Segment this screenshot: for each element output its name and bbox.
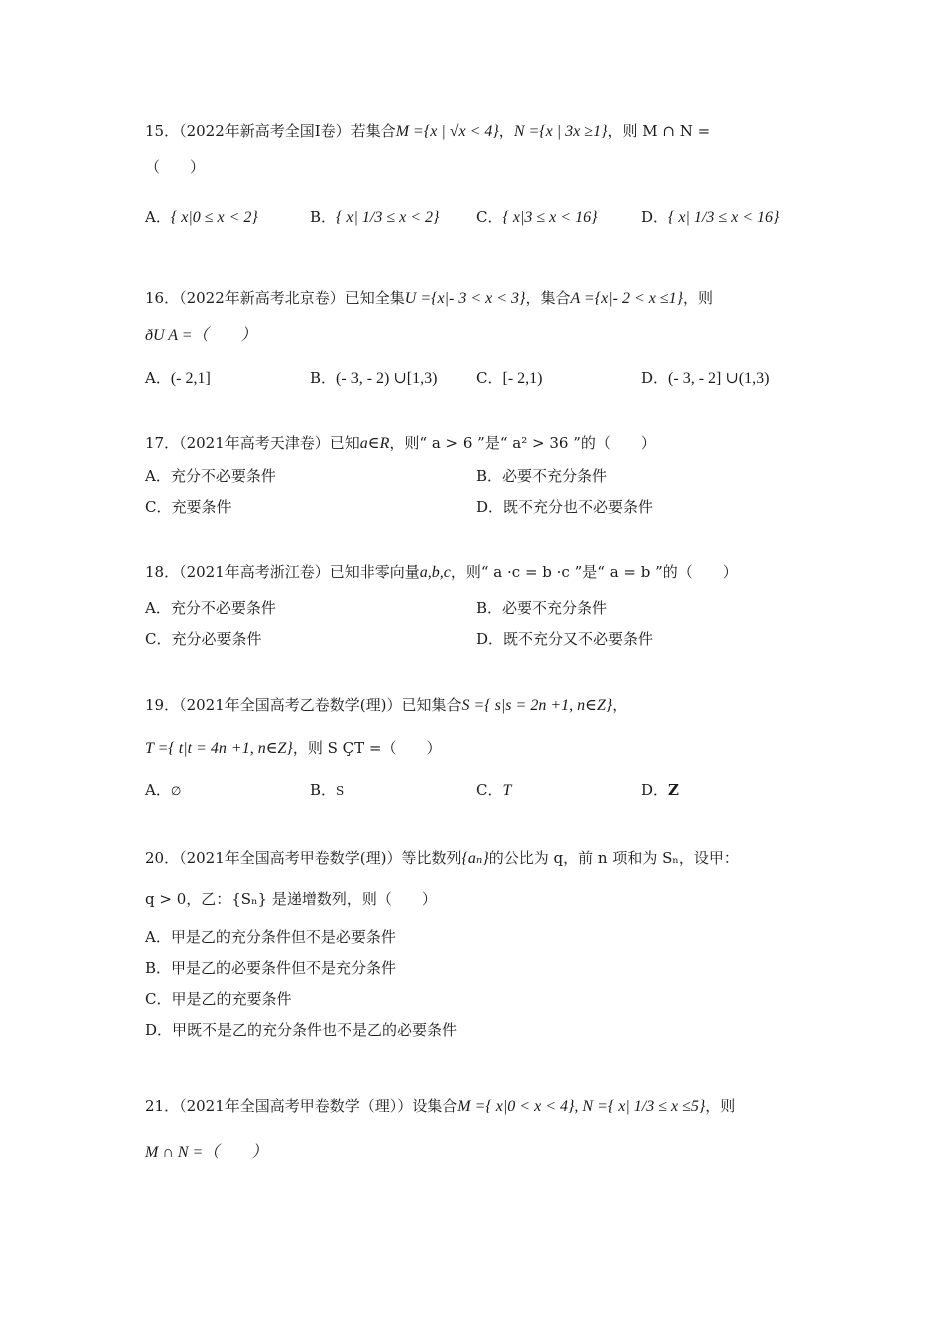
q16-option-a: A．(- 2,1] xyxy=(145,369,211,387)
q19-stem: 19．（2021年全国高考乙卷数学(理)）已知集合S ={ s|s = 2n +1, n∈Z}， xyxy=(145,696,628,714)
q20-option-d: D．甲既不是乙的充分条件也不是乙的必要条件 xyxy=(145,1021,458,1039)
q17-option-c: C．充要条件 xyxy=(145,498,232,516)
q15-option-b: B．{ x| 1/3 ≤ x < 2} xyxy=(310,208,440,226)
q17-option-b: B．必要不充分条件 xyxy=(476,467,608,485)
q19-option-c: C．T xyxy=(476,781,512,799)
q20-option-b: B．甲是乙的必要条件但不是充分条件 xyxy=(145,959,397,977)
q17-option-d: D．既不充分也不必要条件 xyxy=(476,498,654,516)
q19-option-d: D．Z xyxy=(641,781,679,799)
q15-paren: （ ） xyxy=(145,158,206,176)
q19-line2: T ={ t|t = 4n +1, n∈Z}，则 S ÇT =（ ） xyxy=(145,739,442,757)
q18-stem: 18．（2021年高考浙江卷）已知非零向量a,b,c，则“ a ·c = b ·c ”是“ a = b ”的（ ） xyxy=(145,563,738,581)
q20-option-a: A．甲是乙的充分条件但不是必要条件 xyxy=(145,928,396,946)
q18-option-a: A．充分不必要条件 xyxy=(145,599,276,617)
q16-stem: 16．（2022年新高考北京卷）已知全集U ={x|- 3 < x < 3}，集合A ={x|- 2 < x ≤1}，则 xyxy=(145,289,714,307)
q17-stem: 17．（2021年高考天津卷）已知a∈R，则“ a > 6 ”是“ a² > 36 ”的（ ） xyxy=(145,434,656,452)
q17-condition: a∈R xyxy=(359,435,390,452)
q20-line2: q > 0，乙：{Sₙ} 是递增数列，则（ ） xyxy=(145,890,437,908)
q18-option-b: B．必要不充分条件 xyxy=(476,599,608,617)
q21-stem: 21．（2021年全国高考甲卷数学（理））设集合M ={ x|0 < x < 4}, N ={ x| 1/3 ≤ x ≤5}，则 xyxy=(145,1097,736,1115)
q20-sequence: {aₙ} xyxy=(461,850,489,867)
q20-option-c: C．甲是乙的充要条件 xyxy=(145,990,292,1008)
q15-option-c: C．{ x|3 ≤ x < 16} xyxy=(476,208,598,226)
q19-option-a: A．∅ xyxy=(145,781,182,799)
q20-stem: 20．（2021年全国高考甲卷数学(理)）等比数列{aₙ}的公比为 q，前 n 项和为 Sₙ，设甲： xyxy=(145,849,739,867)
q15-option-d: D．{ x| 1/3 ≤ x < 16} xyxy=(641,208,780,226)
q15-set-m: M ={x | √x < 4} xyxy=(395,123,499,140)
q16-line2: ðU A =（ ） xyxy=(145,327,257,344)
q16-set-u: U ={x|- 3 < x < 3} xyxy=(404,290,526,307)
q19-option-b: B．S xyxy=(310,781,345,799)
q21-set-n: , N ={ x| 1/3 ≤ x ≤5} xyxy=(574,1098,706,1115)
q15-set-n: N ={x | 3x ≥1} xyxy=(513,123,608,140)
q16-option-c: C．[- 2,1) xyxy=(476,369,543,387)
q18-option-d: D．既不充分又不必要条件 xyxy=(476,630,654,648)
q15-stem: 15．（2022年新高考全国Ⅰ卷）若集合M ={x | √x < 4}，N ={x | 3x ≥1}，则 M ∩ N = xyxy=(145,122,711,140)
q15-ask: ，则 M ∩ N = xyxy=(607,122,711,140)
q16-set-a: A ={x|- 2 < x ≤1} xyxy=(570,290,684,307)
q16-option-d: D．(- 3, - 2] ∪(1,3) xyxy=(641,369,770,387)
q17-option-a: A．充分不必要条件 xyxy=(145,467,276,485)
q16-option-b: B．(- 3, - 2) ∪[1,3) xyxy=(310,369,438,387)
q19-set-t: T ={ t|t = 4n +1, n∈Z} xyxy=(145,740,293,757)
q21-line2: M ∩ N =（ ） xyxy=(145,1144,268,1161)
q18-vectors: a,b,c xyxy=(419,564,451,581)
q21-set-m: M ={ x|0 < x < 4} xyxy=(457,1098,575,1115)
q18-option-c: C．充分必要条件 xyxy=(145,630,262,648)
q15-option-a: A．{ x|0 ≤ x < 2} xyxy=(145,208,258,226)
q19-set-s: S ={ s|s = 2n +1, n∈Z} xyxy=(461,697,613,714)
